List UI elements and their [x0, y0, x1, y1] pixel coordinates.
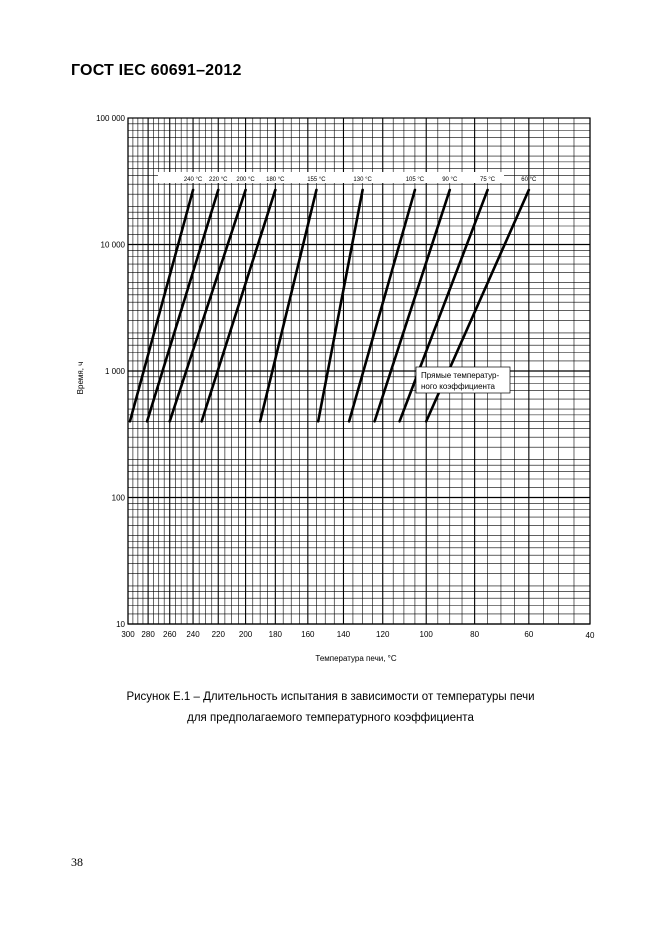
series-label: 155 °С — [307, 177, 326, 183]
series-label: 60 °С — [521, 177, 537, 183]
annotation-box — [416, 367, 510, 393]
annotation-line-1: Прямые температур- — [421, 371, 500, 380]
series-label: 90 °С — [442, 177, 458, 183]
y-tick-label: 10 000 — [100, 240, 125, 250]
x-tick-label: 80 — [470, 630, 480, 639]
x-tick-label: 300 — [121, 630, 135, 639]
x-tick-label: 120 — [376, 630, 390, 639]
y-tick-label: 100 — [111, 493, 125, 503]
x-tick-label: 280 — [141, 630, 155, 639]
x-tick-label: 220 — [211, 630, 225, 639]
caption-line-1: Рисунок Е.1 – Длительность испытания в зависимости от температуры печи — [126, 691, 535, 703]
series-label: 200 °С — [236, 177, 255, 183]
series-labels — [184, 177, 537, 183]
x-tick-label: 200 — [238, 630, 253, 639]
y-tick-label: 10 — [116, 620, 125, 629]
document-header: ГОСТ IEC 60691–2012 — [71, 62, 242, 79]
x-tick-label: 60 — [524, 630, 534, 639]
series-label: 180 °С — [266, 177, 285, 183]
x-tick-label: 260 — [163, 630, 177, 639]
caption-line-2: для предполагаемого температурного коэффициента — [187, 712, 474, 724]
series-label: 105 °С — [405, 177, 425, 183]
x-tick-label: 240 — [186, 630, 200, 639]
series-label: 220 °С — [209, 177, 228, 183]
x-tick-label: 100 — [419, 630, 433, 639]
series-label: 240 °С — [183, 177, 203, 183]
y-tick-labels — [96, 114, 125, 629]
series-label: 75 °С — [480, 177, 496, 183]
y-tick-label: 1 000 — [104, 367, 125, 376]
x-tick-label: 40 — [585, 631, 595, 640]
x-tick-label: 160 — [301, 630, 315, 639]
page-number: 38 — [71, 855, 83, 869]
x-axis-label: Температура печи, °С — [315, 654, 397, 663]
y-axis-label: Время, ч — [76, 361, 85, 395]
x-tick-labels — [121, 630, 595, 640]
annotation-line-2: ного коэффициента — [421, 382, 495, 391]
series-label: 130 °С — [353, 177, 372, 183]
x-tick-label: 140 — [336, 630, 351, 639]
grid — [128, 118, 590, 624]
x-tick-label: 180 — [268, 630, 283, 639]
y-tick-label: 100 000 — [96, 114, 125, 123]
